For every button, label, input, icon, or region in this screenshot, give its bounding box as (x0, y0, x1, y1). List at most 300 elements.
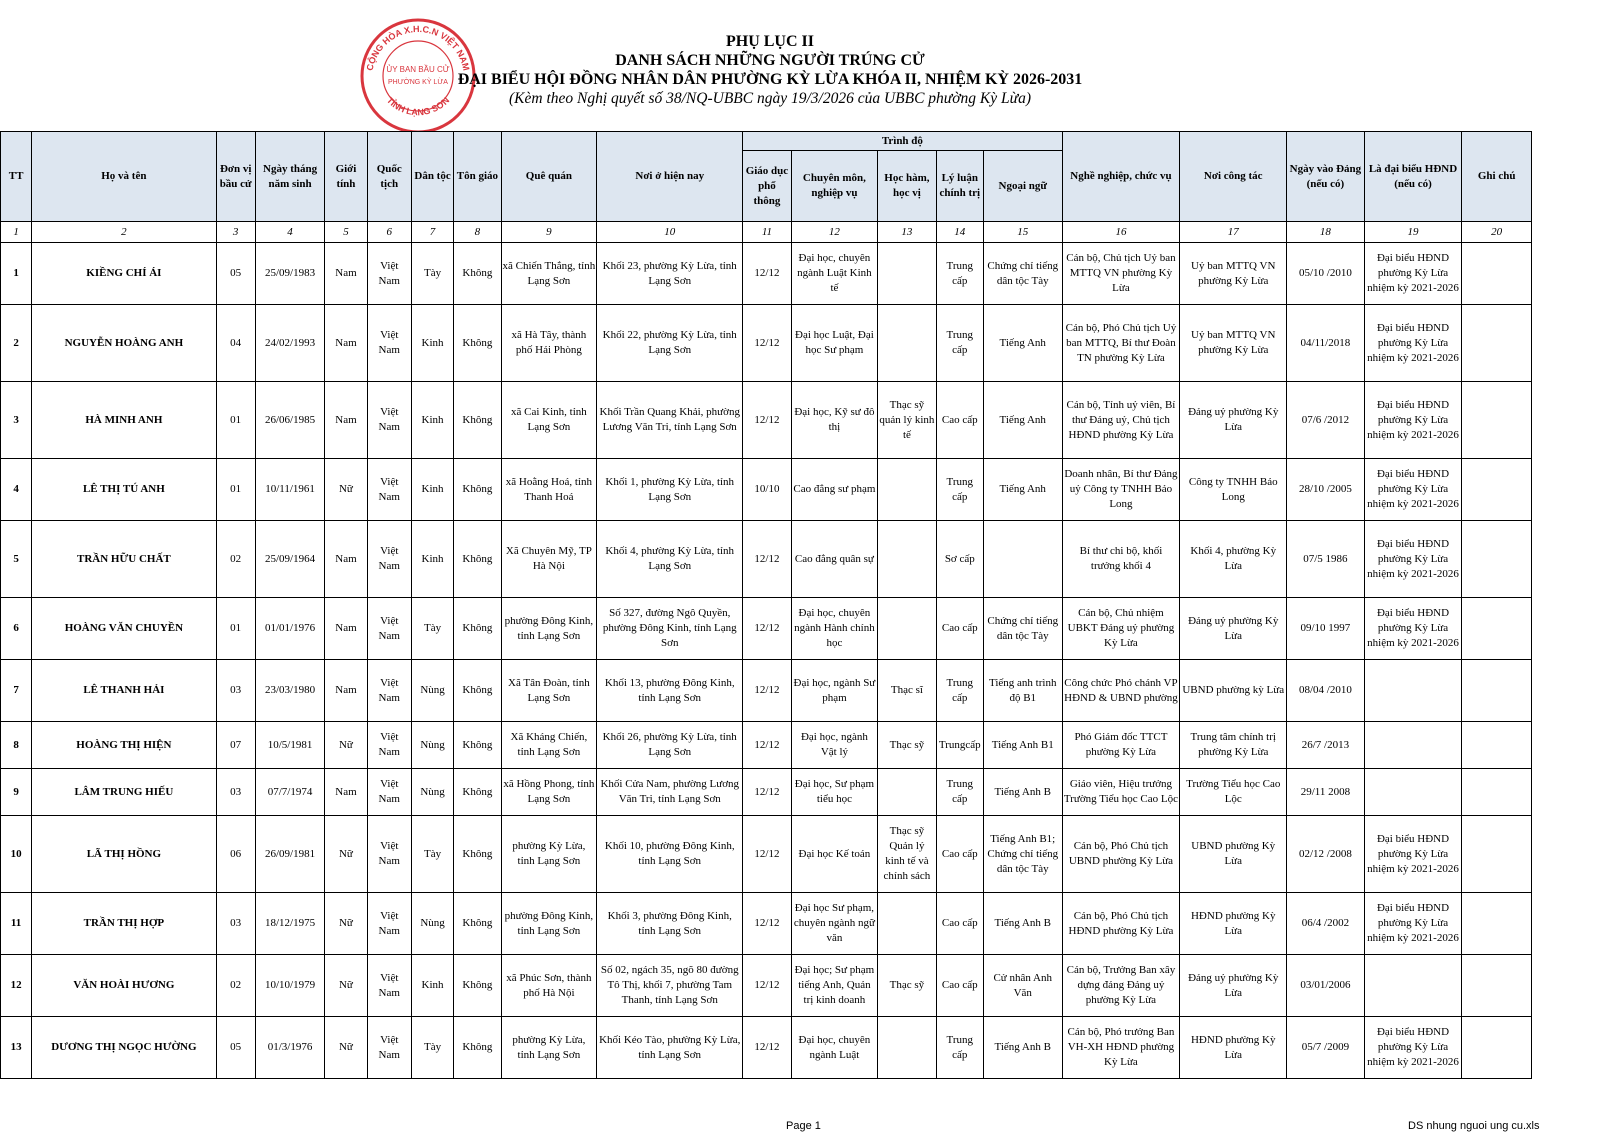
cell-religion: Không (454, 382, 501, 459)
cell-workplace: Khối 4, phường Kỳ Lừa (1180, 521, 1287, 598)
header-dob: Ngày tháng năm sinh (255, 132, 324, 222)
cell-workplace: Đảng uỷ phường Kỳ Lừa (1180, 382, 1287, 459)
cell-degree (878, 521, 936, 598)
cell-workplace: HĐND phường Kỳ Lừa (1180, 1017, 1287, 1079)
page-number: Page 1 (786, 1120, 821, 1132)
column-number: 14 (936, 222, 983, 243)
cell-workplace: Uỷ ban MTTQ VN phường Kỳ Lừa (1180, 305, 1287, 382)
header-workplace: Nơi công tác (1180, 132, 1287, 222)
cell-tt: 13 (1, 1017, 32, 1079)
cell-education: 12/12 (743, 955, 791, 1017)
cell-note (1462, 598, 1532, 660)
elected-delegates-table (0, 131, 1532, 1079)
cell-delegate: Đại biểu HĐND phường Kỳ Lừa nhiệm kỳ 2021-2026 (1364, 893, 1462, 955)
cell-degree: Thạc sỹ quản lý kinh tế (878, 382, 936, 459)
cell-degree: Thạc sĩ (878, 660, 936, 722)
cell-nationality: Việt Nam (367, 660, 411, 722)
cell-party-date: 28/10 /2005 (1287, 459, 1365, 521)
cell-nationality: Việt Nam (367, 459, 411, 521)
list-title: DANH SÁCH NHỮNG NGƯỜI TRÚNG CỬ (615, 52, 925, 69)
cell-religion: Không (454, 598, 501, 660)
cell-job: Cán bộ, Phó Chủ tịch HĐND phường Kỳ Lừa (1062, 893, 1180, 955)
cell-unit: 06 (216, 816, 255, 893)
cell-name: HÀ MINH ANH (32, 382, 216, 459)
cell-party-date: 09/10 1997 (1287, 598, 1365, 660)
cell-delegate (1364, 955, 1462, 1017)
cell-job: Cán bộ, Chủ tịch Uỷ ban MTTQ VN phường Kỳ Lừa (1062, 243, 1180, 305)
column-number: 8 (454, 222, 501, 243)
cell-hometown: phường Đông Kinh, tỉnh Lạng Sơn (501, 598, 597, 660)
cell-ethnicity: Kinh (411, 521, 453, 598)
column-number: 1 (1, 222, 32, 243)
cell-language: Tiếng Anh (983, 305, 1062, 382)
cell-gender: Nam (325, 243, 367, 305)
cell-language: Tiếng Anh B1 (983, 722, 1062, 769)
cell-gender: Nam (325, 660, 367, 722)
cell-delegate: Đại biểu HĐND phường Kỳ Lừa nhiệm kỳ 2021-2026 (1364, 816, 1462, 893)
cell-religion: Không (454, 305, 501, 382)
cell-tt: 5 (1, 521, 32, 598)
cell-note (1462, 769, 1532, 816)
cell-delegate: Đại biểu HĐND phường Kỳ Lừa nhiệm kỳ 2021-2026 (1364, 1017, 1462, 1079)
cell-note (1462, 955, 1532, 1017)
cell-dob: 01/3/1976 (255, 1017, 324, 1079)
cell-residence: Khối 10, phường Đông Kinh, tỉnh Lạng Sơn (597, 816, 743, 893)
cell-dob: 26/06/1985 (255, 382, 324, 459)
cell-hometown: phường Đông Kinh, tỉnh Lạng Sơn (501, 893, 597, 955)
cell-note (1462, 816, 1532, 893)
cell-politics: Cao cấp (936, 816, 983, 893)
cell-tt: 11 (1, 893, 32, 955)
cell-dob: 23/03/1980 (255, 660, 324, 722)
cell-degree (878, 598, 936, 660)
cell-degree (878, 893, 936, 955)
cell-tt: 8 (1, 722, 32, 769)
cell-workplace: Công ty TNHH Bảo Long (1180, 459, 1287, 521)
cell-tt: 1 (1, 243, 32, 305)
cell-workplace: Đảng uỷ phường Kỳ Lừa (1180, 598, 1287, 660)
cell-language: Tiếng Anh (983, 459, 1062, 521)
cell-politics: Trung cấp (936, 1017, 983, 1079)
cell-ethnicity: Nùng (411, 660, 453, 722)
cell-politics: Cao cấp (936, 382, 983, 459)
cell-name: KIỀNG CHÍ ÁI (32, 243, 216, 305)
cell-job: Cán bộ, Chủ nhiệm UBKT Đảng uỷ phường Kỳ Lừa (1062, 598, 1180, 660)
cell-religion: Không (454, 1017, 501, 1079)
cell-gender: Nam (325, 382, 367, 459)
cell-nationality: Việt Nam (367, 893, 411, 955)
table-row (1, 305, 1532, 382)
cell-tt: 4 (1, 459, 32, 521)
cell-ethnicity: Nùng (411, 893, 453, 955)
cell-degree: Thạc sỹ (878, 722, 936, 769)
cell-politics: Cao cấp (936, 893, 983, 955)
cell-major: Đại học, ngành Sư phạm (791, 660, 878, 722)
cell-unit: 02 (216, 955, 255, 1017)
column-number: 4 (255, 222, 324, 243)
cell-politics: Cao cấp (936, 598, 983, 660)
cell-major: Đại học Kế toán (791, 816, 878, 893)
cell-nationality: Việt Nam (367, 955, 411, 1017)
column-number: 10 (597, 222, 743, 243)
cell-language: Tiếng Anh B (983, 893, 1062, 955)
table-row (1, 243, 1532, 305)
cell-job: Cán bộ, Phó Chủ tịch Uỷ ban MTTQ, Bí thư Đoàn TN phường Kỳ Lừa (1062, 305, 1180, 382)
cell-party-date: 29/11 2008 (1287, 769, 1365, 816)
cell-party-date: 02/12 /2008 (1287, 816, 1365, 893)
cell-party-date: 05/10 /2010 (1287, 243, 1365, 305)
cell-residence: Khối 26, phường Kỳ Lừa, tỉnh Lạng Sơn (597, 722, 743, 769)
cell-dob: 07/7/1974 (255, 769, 324, 816)
cell-delegate (1364, 660, 1462, 722)
table-row (1, 382, 1532, 459)
cell-unit: 04 (216, 305, 255, 382)
cell-dob: 10/11/1961 (255, 459, 324, 521)
cell-religion: Không (454, 660, 501, 722)
cell-unit: 05 (216, 243, 255, 305)
cell-major: Đại học, Sư phạm tiểu học (791, 769, 878, 816)
header-qualification-group: Trình độ (743, 132, 1062, 151)
cell-education: 12/12 (743, 521, 791, 598)
cell-language: Tiếng Anh B (983, 1017, 1062, 1079)
cell-delegate: Đại biểu HĐND phường Kỳ Lừa nhiệm kỳ 2021-2026 (1364, 598, 1462, 660)
cell-gender: Nữ (325, 1017, 367, 1079)
cell-dob: 25/09/1983 (255, 243, 324, 305)
cell-ethnicity: Kinh (411, 955, 453, 1017)
cell-residence: Khối Cửa Nam, phường Lương Văn Tri, tỉnh Lạng Sơn (597, 769, 743, 816)
cell-workplace: Uỷ ban MTTQ VN phường Kỳ Lừa (1180, 243, 1287, 305)
column-number: 9 (501, 222, 597, 243)
cell-tt: 10 (1, 816, 32, 893)
cell-major: Đại học Luật, Đại học Sư phạm (791, 305, 878, 382)
cell-dob: 01/01/1976 (255, 598, 324, 660)
cell-dob: 24/02/1993 (255, 305, 324, 382)
cell-religion: Không (454, 893, 501, 955)
cell-party-date: 05/7 /2009 (1287, 1017, 1365, 1079)
cell-hometown: xã Hồng Phong, tỉnh Lạng Sơn (501, 769, 597, 816)
cell-ethnicity: Kinh (411, 305, 453, 382)
cell-name: TRẦN THỊ HỢP (32, 893, 216, 955)
cell-unit: 05 (216, 1017, 255, 1079)
cell-education: 12/12 (743, 769, 791, 816)
header-note: Ghi chú (1462, 132, 1532, 222)
cell-dob: 10/5/1981 (255, 722, 324, 769)
cell-unit: 01 (216, 459, 255, 521)
cell-major: Đại học, chuyên ngành Luật (791, 1017, 878, 1079)
table-row (1, 722, 1532, 769)
cell-education: 12/12 (743, 1017, 791, 1079)
cell-religion: Không (454, 243, 501, 305)
cell-hometown: phường Kỳ Lừa, tỉnh Lạng Sơn (501, 816, 597, 893)
cell-hometown: xã Chiến Thắng, tỉnh Lạng Sơn (501, 243, 597, 305)
cell-name: HOÀNG VĂN CHUYỀN (32, 598, 216, 660)
cell-job: Doanh nhân, Bí thư Đảng uỷ Công ty TNHH Bảo Long (1062, 459, 1180, 521)
cell-residence: Khối 23, phường Kỳ Lừa, tỉnh Lạng Sơn (597, 243, 743, 305)
cell-residence: Khối Trần Quang Khải, phường Lương Văn Tri, tỉnh Lạng Sơn (597, 382, 743, 459)
column-number-row (1, 222, 1532, 243)
cell-tt: 12 (1, 955, 32, 1017)
table-row (1, 955, 1532, 1017)
cell-nationality: Việt Nam (367, 521, 411, 598)
cell-name: DƯƠNG THỊ NGỌC HƯỜNG (32, 1017, 216, 1079)
cell-tt: 2 (1, 305, 32, 382)
cell-gender: Nữ (325, 722, 367, 769)
cell-ethnicity: Tày (411, 598, 453, 660)
cell-note (1462, 243, 1532, 305)
cell-major: Đại học, chuyên ngành Hành chính học (791, 598, 878, 660)
cell-delegate: Đại biểu HĐND phường Kỳ Lừa nhiệm kỳ 2021-2026 (1364, 243, 1462, 305)
column-number: 6 (367, 222, 411, 243)
cell-degree: Thạc sỹ (878, 955, 936, 1017)
cell-hometown: Xã Kháng Chiến, tỉnh Lạng Sơn (501, 722, 597, 769)
seal-bottom-text: TỈNH LẠNG SƠN (384, 95, 452, 118)
column-number: 13 (878, 222, 936, 243)
cell-gender: Nữ (325, 459, 367, 521)
table-row (1, 1017, 1532, 1079)
cell-politics: Cao cấp (936, 955, 983, 1017)
cell-nationality: Việt Nam (367, 722, 411, 769)
cell-residence: Số 327, đường Ngô Quyền, phường Đông Kinh, tỉnh Lạng Sơn (597, 598, 743, 660)
table-row (1, 893, 1532, 955)
cell-residence: Khối 3, phường Đông Kinh, tỉnh Lạng Sơn (597, 893, 743, 955)
cell-name: LÂM TRUNG HIẾU (32, 769, 216, 816)
column-number: 19 (1364, 222, 1462, 243)
cell-delegate (1364, 769, 1462, 816)
cell-residence: Khối 4, phường Kỳ Lừa, tỉnh Lạng Sơn (597, 521, 743, 598)
cell-name: VĂN HOÀI HƯƠNG (32, 955, 216, 1017)
cell-ethnicity: Nùng (411, 722, 453, 769)
cell-unit: 01 (216, 382, 255, 459)
cell-gender: Nam (325, 305, 367, 382)
cell-dob: 26/09/1981 (255, 816, 324, 893)
header-foreign-language: Ngoại ngữ (983, 151, 1062, 222)
column-number: 12 (791, 222, 878, 243)
cell-workplace: UBND phường kỳ Lừa (1180, 660, 1287, 722)
cell-note (1462, 893, 1532, 955)
cell-note (1462, 382, 1532, 459)
cell-note (1462, 459, 1532, 521)
cell-language: Tiếng Anh B (983, 769, 1062, 816)
resolution-reference: (Kèm theo Nghị quyết số 38/NQ-UBBC ngày 19/3/2026 của UBBC phường Kỳ Lừa) (509, 90, 1031, 107)
cell-religion: Không (454, 955, 501, 1017)
cell-unit: 01 (216, 598, 255, 660)
cell-unit: 02 (216, 521, 255, 598)
cell-education: 12/12 (743, 893, 791, 955)
cell-hometown: xã Hà Tây, thành phố Hải Phòng (501, 305, 597, 382)
cell-education: 12/12 (743, 816, 791, 893)
cell-education: 12/12 (743, 243, 791, 305)
cell-education: 12/12 (743, 382, 791, 459)
cell-language: Tiếng Anh B1; Chứng chỉ tiếng dân tộc Tày (983, 816, 1062, 893)
cell-job: Cán bộ, Tỉnh uỷ viên, Bí thư Đảng uỷ, Chủ tịch HĐND phường Kỳ Lừa (1062, 382, 1180, 459)
cell-politics: Trung cấp (936, 459, 983, 521)
cell-note (1462, 521, 1532, 598)
header-nationality: Quốc tịch (367, 132, 411, 222)
cell-job: Cán bộ, Phó Chủ tịch UBND phường Kỳ Lừa (1062, 816, 1180, 893)
cell-gender: Nam (325, 521, 367, 598)
cell-delegate (1364, 722, 1462, 769)
cell-job: Cán bộ, Trưởng Ban xây dựng đảng Đảng uỷ phường Kỳ Lừa (1062, 955, 1180, 1017)
column-number: 20 (1462, 222, 1532, 243)
cell-degree (878, 769, 936, 816)
cell-major: Đại học, chuyên ngành Luật Kinh tế (791, 243, 878, 305)
cell-politics: Trung cấp (936, 305, 983, 382)
cell-workplace: Đảng uỷ phường Kỳ Lừa (1180, 955, 1287, 1017)
header-major: Chuyên môn, nghiệp vụ (791, 151, 878, 222)
cell-major: Đại học; Sư phạm tiếng Anh, Quản trị kinh doanh (791, 955, 878, 1017)
cell-job: Bí thư chi bộ, khối trưởng khối 4 (1062, 521, 1180, 598)
cell-delegate: Đại biểu HĐND phường Kỳ Lừa nhiệm kỳ 2021-2026 (1364, 521, 1462, 598)
file-name: DS nhung nguoi ung cu.xls (1408, 1120, 1540, 1132)
cell-hometown: Xã Tân Đoàn, tỉnh Lạng Sơn (501, 660, 597, 722)
document-header (420, 32, 1120, 109)
cell-job: Cán bộ, Phó trưởng Ban VH-XH HĐND phường Kỳ Lừa (1062, 1017, 1180, 1079)
cell-name: LÊ THANH HẢI (32, 660, 216, 722)
cell-party-date: 06/4 /2002 (1287, 893, 1365, 955)
cell-name: TRẦN HỮU CHẤT (32, 521, 216, 598)
header-party-date: Ngày vào Đảng (nếu có) (1287, 132, 1365, 222)
cell-hometown: xã Phúc Sơn, thành phố Hà Nội (501, 955, 597, 1017)
cell-ethnicity: Tày (411, 816, 453, 893)
cell-ethnicity: Tày (411, 243, 453, 305)
cell-religion: Không (454, 459, 501, 521)
cell-religion: Không (454, 769, 501, 816)
cell-name: NGUYỄN HOÀNG ANH (32, 305, 216, 382)
header-academic-degree: Học hàm, học vị (878, 151, 936, 222)
header-unit: Đơn vị bầu cử (216, 132, 255, 222)
appendix-title: PHỤ LỤC II (725, 33, 814, 50)
column-number: 2 (32, 222, 216, 243)
header-political-theory: Lý luận chính trị (936, 151, 983, 222)
cell-note (1462, 722, 1532, 769)
cell-note (1462, 1017, 1532, 1079)
cell-major: Đại học, ngành Vật lý (791, 722, 878, 769)
cell-language: Tiếng Anh (983, 382, 1062, 459)
cell-residence: Khối 1, phường Kỳ Lừa, tỉnh Lạng Sơn (597, 459, 743, 521)
cell-hometown: Xã Chuyên Mỹ, TP Hà Nội (501, 521, 597, 598)
cell-ethnicity: Nùng (411, 769, 453, 816)
cell-degree (878, 459, 936, 521)
cell-politics: Trungcấp (936, 722, 983, 769)
table-row (1, 769, 1532, 816)
cell-gender: Nữ (325, 955, 367, 1017)
cell-religion: Không (454, 816, 501, 893)
cell-education: 12/12 (743, 598, 791, 660)
cell-unit: 03 (216, 660, 255, 722)
cell-party-date: 07/6 /2012 (1287, 382, 1365, 459)
cell-job: Phó Giám đốc TTCT phường Kỳ Lừa (1062, 722, 1180, 769)
table-row (1, 816, 1532, 893)
cell-language: Cử nhân Anh Văn (983, 955, 1062, 1017)
cell-workplace: Trung tâm chính trị phường Kỳ Lừa (1180, 722, 1287, 769)
council-title: ĐẠI BIỂU HỘI ĐỒNG NHÂN DÂN PHƯỜNG KỲ LỪA KHÓA II, NHIỆM KỲ 2026-2031 (457, 71, 1083, 88)
cell-hometown: xã Hoằng Hoá, tỉnh Thanh Hoá (501, 459, 597, 521)
table-row (1, 598, 1532, 660)
cell-degree (878, 243, 936, 305)
column-number: 7 (411, 222, 453, 243)
cell-education: 12/12 (743, 660, 791, 722)
cell-name: LÊ THỊ TÚ ANH (32, 459, 216, 521)
cell-tt: 7 (1, 660, 32, 722)
cell-nationality: Việt Nam (367, 305, 411, 382)
column-number: 15 (983, 222, 1062, 243)
cell-nationality: Việt Nam (367, 382, 411, 459)
cell-delegate: Đại biểu HĐND phường Kỳ Lừa nhiệm kỳ 2021-2026 (1364, 305, 1462, 382)
cell-major: Đại học Sư phạm, chuyên ngành ngữ văn (791, 893, 878, 955)
header-religion: Tôn giáo (454, 132, 501, 222)
cell-hometown: xã Cai Kinh, tỉnh Lạng Sơn (501, 382, 597, 459)
table-row (1, 459, 1532, 521)
cell-delegate: Đại biểu HĐND phường Kỳ Lừa nhiệm kỳ 2021-2026 (1364, 459, 1462, 521)
cell-language: Tiếng anh trình độ B1 (983, 660, 1062, 722)
cell-residence: Khối 22, phường Kỳ Lừa, tỉnh Lạng Sơn (597, 305, 743, 382)
cell-dob: 25/09/1964 (255, 521, 324, 598)
cell-name: HOÀNG THỊ HIỆN (32, 722, 216, 769)
header-job: Nghề nghiệp, chức vụ (1062, 132, 1180, 222)
cell-nationality: Việt Nam (367, 816, 411, 893)
cell-degree (878, 1017, 936, 1079)
cell-politics: Sơ cấp (936, 521, 983, 598)
header-ethnicity: Dân tộc (411, 132, 453, 222)
cell-party-date: 03/01/2006 (1287, 955, 1365, 1017)
cell-party-date: 07/5 1986 (1287, 521, 1365, 598)
column-number: 18 (1287, 222, 1365, 243)
cell-politics: Trung cấp (936, 243, 983, 305)
cell-ethnicity: Tày (411, 1017, 453, 1079)
header-name: Họ và tên (32, 132, 216, 222)
column-number: 3 (216, 222, 255, 243)
cell-note (1462, 305, 1532, 382)
cell-workplace: UBND phường Kỳ Lừa (1180, 816, 1287, 893)
cell-tt: 6 (1, 598, 32, 660)
cell-job: Công chức Phó chánh VP HĐND & UBND phường (1062, 660, 1180, 722)
seal-inner-text-2: PHƯỜNG KỲ LỪA (388, 79, 448, 86)
cell-job: Giáo viên, Hiệu trưởng Trường Tiểu học Cao Lộc (1062, 769, 1180, 816)
cell-residence: Khối Kéo Tào, phường Kỳ Lừa, tỉnh Lạng Sơn (597, 1017, 743, 1079)
cell-party-date: 08/04 /2010 (1287, 660, 1365, 722)
cell-nationality: Việt Nam (367, 1017, 411, 1079)
header-hometown: Quê quán (501, 132, 597, 222)
cell-major: Cao đẳng quân sự (791, 521, 878, 598)
cell-gender: Nam (325, 598, 367, 660)
cell-degree: Thạc sỹ Quản lý kinh tế và chính sách (878, 816, 936, 893)
column-number: 5 (325, 222, 367, 243)
column-number: 11 (743, 222, 791, 243)
header-gender: Giới tính (325, 132, 367, 222)
cell-religion: Không (454, 722, 501, 769)
seal-inner-text-1: ỦY BAN BẦU CỬ (386, 65, 450, 74)
cell-education: 12/12 (743, 305, 791, 382)
cell-language: Chứng chỉ tiếng dân tộc Tày (983, 243, 1062, 305)
cell-degree (878, 305, 936, 382)
cell-education: 10/10 (743, 459, 791, 521)
cell-residence: Khối 13, phường Đông Kinh, tỉnh Lạng Sơn (597, 660, 743, 722)
cell-ethnicity: Kinh (411, 382, 453, 459)
cell-unit: 07 (216, 722, 255, 769)
cell-gender: Nữ (325, 816, 367, 893)
cell-dob: 10/10/1979 (255, 955, 324, 1017)
header-general-education: Giáo dục phổ thông (743, 151, 791, 222)
cell-tt: 3 (1, 382, 32, 459)
cell-nationality: Việt Nam (367, 598, 411, 660)
cell-language (983, 521, 1062, 598)
header-delegate: Là đại biểu HĐND (nếu có) (1364, 132, 1462, 222)
table-row (1, 521, 1532, 598)
table-row (1, 660, 1532, 722)
cell-party-date: 26/7 /2013 (1287, 722, 1365, 769)
cell-name: LÃ THỊ HỒNG (32, 816, 216, 893)
cell-gender: Nam (325, 769, 367, 816)
